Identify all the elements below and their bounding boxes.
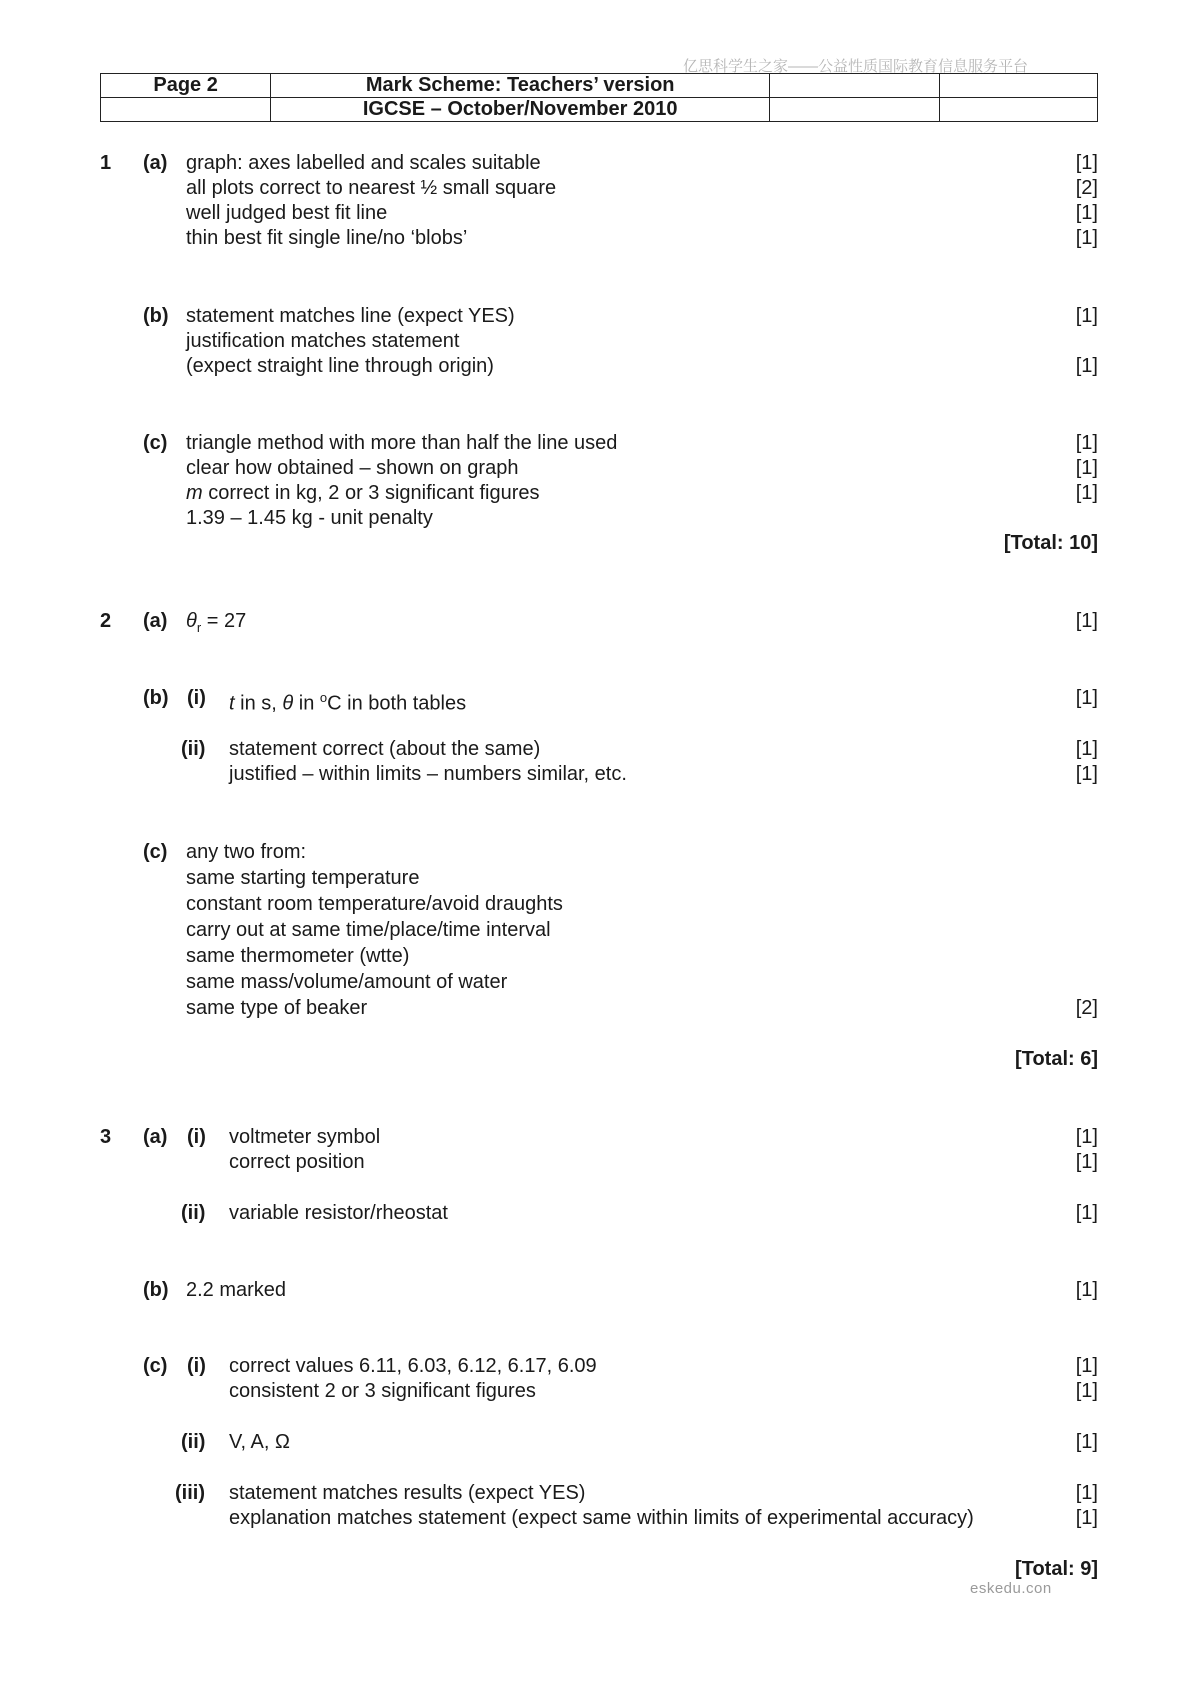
- q3-total: [Total: 9]: [1015, 1558, 1098, 1580]
- q2-c-line: any two from:: [186, 841, 307, 863]
- q1-c-mark: [1]: [1075, 482, 1098, 504]
- theta-symbol: θ: [282, 692, 294, 715]
- q1-a-mark: [2]: [1075, 177, 1098, 199]
- q1-a-label: (a): [143, 152, 168, 174]
- header-empty-cell: [770, 98, 940, 122]
- q2-total: [Total: 6]: [1015, 1048, 1098, 1070]
- q1-c-mark: [1]: [1075, 432, 1098, 454]
- q1-a-mark: [1]: [1075, 227, 1098, 249]
- page-header-table: [100, 73, 1098, 122]
- q2-c-label: (c): [143, 841, 168, 863]
- q1-b-mark: [1]: [1075, 355, 1098, 377]
- q2-bii-mark: [1]: [1075, 763, 1098, 785]
- q1-number: 1: [100, 152, 112, 174]
- q2-b-label: (b): [143, 687, 169, 709]
- q1-c-line: 1.39 – 1.45 kg - unit penalty: [186, 507, 433, 529]
- q3-aii-mark: [1]: [1075, 1202, 1098, 1224]
- q2-c-line: same mass/volume/amount of water: [186, 971, 508, 993]
- degree-symbol: o: [319, 690, 328, 705]
- header-empty-cell: [940, 74, 1098, 98]
- q2-bi-label: (i): [187, 687, 206, 709]
- q1-b-mark: [1]: [1075, 305, 1098, 327]
- q1-b-label: (b): [143, 305, 169, 327]
- theta-symbol: θ: [186, 610, 197, 632]
- q1-c-label: (c): [143, 432, 168, 454]
- header-empty-cell: [940, 98, 1098, 122]
- header-empty-cell: [770, 74, 940, 98]
- q1-a-line: all plots correct to nearest ½ small square: [186, 177, 557, 199]
- q2-c-line: constant room temperature/avoid draughts: [186, 893, 563, 915]
- q3-ciii-label: (iii): [175, 1482, 205, 1504]
- header-empty-cell: [101, 98, 271, 122]
- q1-c-line: [186, 481, 540, 505]
- q1-b-line: justification matches statement: [186, 330, 460, 352]
- q1-c-line: triangle method with more than half the line used: [186, 432, 618, 454]
- q3-ci-line: consistent 2 or 3 significant figures: [229, 1380, 536, 1402]
- header-title: Mark Scheme: Teachers’ version: [271, 74, 770, 98]
- q3-aii-line: variable resistor/rheostat: [229, 1202, 448, 1224]
- q3-cii-line: V, A, Ω: [229, 1431, 290, 1453]
- q1-a-mark: [1]: [1075, 202, 1098, 224]
- subscript-r: r: [196, 620, 202, 635]
- q2-bi-mark: [1]: [1075, 687, 1098, 709]
- mass-symbol: m: [186, 482, 203, 504]
- q3-ciii-mark: [1]: [1075, 1482, 1098, 1504]
- q1-a-mark: [1]: [1075, 152, 1098, 174]
- q3-a-label: (a): [143, 1126, 168, 1148]
- q2-bi-text: in s,: [234, 692, 283, 715]
- q3-cii-mark: [1]: [1075, 1431, 1098, 1453]
- q2-a-label: (a): [143, 610, 168, 632]
- q3-ai-label: (i): [187, 1126, 206, 1148]
- q3-c-label: (c): [143, 1355, 168, 1377]
- q1-a-line: graph: axes labelled and scales suitable: [186, 152, 541, 174]
- q1-b-line: (expect straight line through origin): [186, 355, 494, 377]
- header-page: Page 2: [101, 74, 271, 98]
- q2-c-line: carry out at same time/place/time interval: [186, 919, 551, 941]
- q3-ci-mark: [1]: [1075, 1380, 1098, 1402]
- q3-aii-label: (ii): [181, 1202, 206, 1224]
- q3-b-line: 2.2 marked: [186, 1279, 287, 1301]
- q3-ai-mark: [1]: [1075, 1151, 1098, 1173]
- q3-b-mark: [1]: [1075, 1279, 1098, 1301]
- q2-bii-line: statement correct (about the same): [229, 738, 541, 760]
- q3-ci-label: (i): [187, 1355, 206, 1377]
- q3-cii-label: (ii): [181, 1431, 206, 1453]
- q3-number: 3: [100, 1126, 112, 1148]
- q2-a-value: = 27: [201, 610, 247, 632]
- q2-a-mark: [1]: [1075, 610, 1098, 632]
- q2-bi-line: [229, 686, 466, 716]
- q3-ci-mark: [1]: [1075, 1355, 1098, 1377]
- q3-ai-line: voltmeter symbol: [229, 1126, 381, 1148]
- q2-c-line: same thermometer (wtte): [186, 945, 410, 967]
- q1-a-line: thin best fit single line/no ‘blobs’: [186, 227, 468, 249]
- q1-c-line-rest: correct in kg, 2 or 3 significant figures: [202, 482, 540, 504]
- q1-a-line: well judged best fit line: [186, 202, 388, 224]
- q3-ciii-mark: [1]: [1075, 1507, 1098, 1529]
- q3-ai-mark: [1]: [1075, 1126, 1098, 1148]
- q1-total: [Total: 10]: [1003, 532, 1098, 554]
- q2-c-line: same starting temperature: [186, 867, 420, 889]
- q1-c-mark: [1]: [1075, 457, 1098, 479]
- time-symbol: t: [229, 692, 235, 715]
- q2-bi-text: C in both tables: [327, 692, 467, 715]
- watermark-bottom: eskedu.con: [970, 1580, 1052, 1597]
- q2-c-mark: [2]: [1075, 997, 1098, 1019]
- header-exam: IGCSE – October/November 2010: [271, 98, 770, 122]
- q1-c-line: clear how obtained – shown on graph: [186, 457, 519, 479]
- q2-c-line: same type of beaker: [186, 997, 368, 1019]
- q3-ai-line: correct position: [229, 1151, 365, 1173]
- q1-b-line: statement matches line (expect YES): [186, 305, 515, 327]
- q2-bii-label: (ii): [181, 738, 206, 760]
- q3-b-label: (b): [143, 1279, 169, 1301]
- q3-ciii-line: explanation matches statement (expect same within limits of experimental accuracy): [229, 1507, 974, 1529]
- q3-ciii-line: statement matches results (expect YES): [229, 1482, 586, 1504]
- q2-number: 2: [100, 610, 112, 632]
- q2-bii-mark: [1]: [1075, 738, 1098, 760]
- q2-a-line: [186, 609, 246, 640]
- q2-bi-text: in: [293, 692, 320, 715]
- q3-ci-line: correct values 6.11, 6.03, 6.12, 6.17, 6.09: [229, 1355, 597, 1377]
- q2-bii-line: justified – within limits – numbers similar, etc.: [229, 763, 627, 785]
- watermark-top: 亿思科学生之家——公益性质国际教育信息服务平台: [683, 58, 1029, 75]
